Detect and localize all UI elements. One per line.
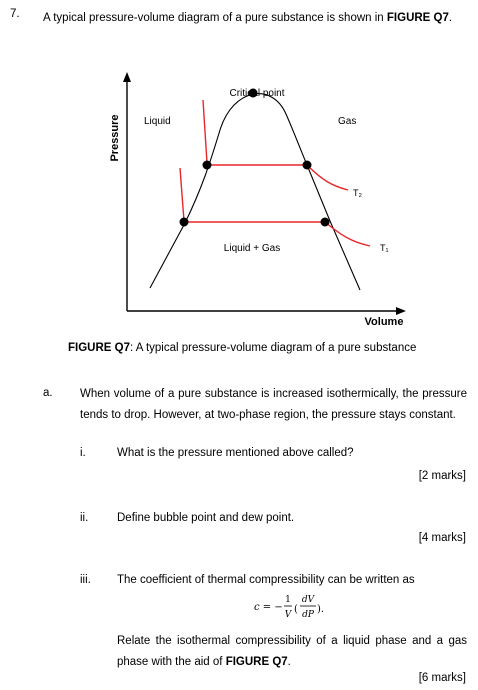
formula-open-paren: ( [294, 604, 298, 615]
y-axis-label: Pressure [109, 114, 121, 162]
bubble-point-t1 [180, 218, 189, 227]
formula-den: V [284, 610, 292, 620]
caption-label: FIGURE Q7 [68, 342, 130, 354]
sub-ii-marks: [4 marks] [418, 532, 466, 544]
caption-text: : A typical pressure-volume diagram of a pure substance [129, 342, 417, 354]
formula-end: ). [317, 604, 325, 615]
dew-point-t1 [321, 218, 330, 227]
part-a-text: When volume of a pure substance is increased isothermically, the pressure tends to drop. However, at two-phase region, the pressure stays constant. [80, 388, 467, 421]
formula-dden: dP [302, 610, 314, 620]
isotherm-t1-liquid [180, 168, 184, 221]
sub-i-text: What is the pressure mentioned above called? [117, 447, 354, 459]
sub-iii-label: iii. [80, 574, 91, 586]
x-axis-label: Volume [364, 316, 404, 328]
sub-ii-label: ii. [80, 512, 89, 524]
isotherm-t2-liquid [203, 100, 207, 163]
sub-iii-figure-ref: FIGURE Q7 [225, 656, 288, 668]
question-intro [43, 8, 468, 28]
part-a-label: a. [43, 387, 53, 399]
intro-text: A typical pressure-volume diagram of a pure substance is shown in [43, 12, 387, 24]
label-gas: Gas [338, 116, 357, 127]
sub-iii-text2-a: Relate the isothermal compressibility of a liquid phase and a gas phase with the aid of [117, 635, 467, 668]
question-number: 7. [10, 8, 20, 20]
sub-iii-text: The coefficient of thermal compressibility can be written as [117, 574, 415, 586]
formula-lhs: c = − [254, 602, 283, 613]
sub-ii-text: Define bubble point and dew point. [117, 512, 295, 524]
label-liquid: Liquid [144, 116, 171, 127]
formula-dnum: dV [301, 595, 315, 605]
compressibility-formula [250, 590, 350, 624]
formula-num: 1 [285, 595, 291, 605]
label-liquid-gas: Liquid + Gas [223, 243, 281, 254]
sub-i-marks: [2 marks] [418, 470, 466, 482]
intro-figure-ref: FIGURE Q7 [386, 12, 449, 24]
bubble-point-t2 [203, 161, 212, 170]
sub-i-label: i. [80, 447, 86, 459]
pv-diagram [90, 68, 420, 336]
figure-caption [68, 342, 416, 354]
label-t1: T₁ [380, 243, 389, 253]
sub-iii-text2-end: . [287, 656, 291, 668]
dew-point-t2 [303, 161, 312, 170]
sub-iii-text2 [117, 631, 467, 673]
label-critical-point: Critical point [229, 88, 285, 99]
isotherm-t2-gas [307, 165, 348, 190]
sub-iii-marks: [6 marks] [418, 672, 466, 684]
x-axis-arrow [396, 307, 406, 315]
label-t2: T₂ [353, 188, 362, 198]
intro-end: . [448, 12, 453, 24]
y-axis-arrow [123, 72, 131, 82]
